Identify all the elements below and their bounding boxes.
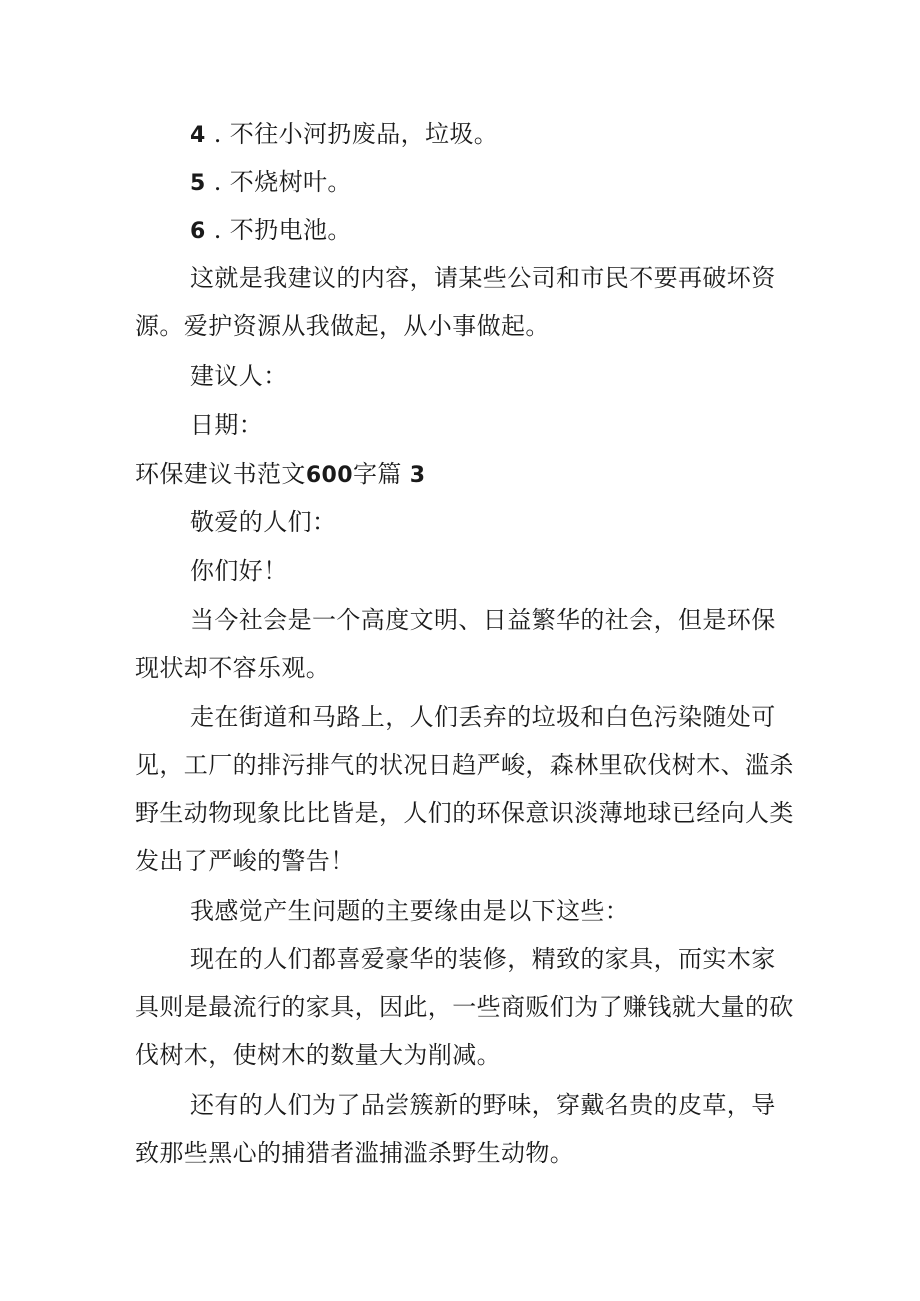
greeting-line: 你们好！ [190,557,288,585]
list-item-4 [135,110,795,160]
closing-paragraph: 这就是我建议的内容，请某些公司和市民不要再破坏资源。爱护资源从我做起，从小事做起。 [135,264,776,340]
heading-index: 3 [409,463,426,488]
proposer-line: 建议人： [190,362,288,390]
list-number: 6 [190,219,206,244]
list-item-text: . 不烧树叶。 [205,168,352,196]
paragraph-1: 当今社会是一个高度文明、日益繁华的社会，但是环保现状却不容乐观。 [135,606,776,682]
heading-prefix: 环保建议书范文 [135,460,306,488]
date-line: 日期： [190,411,264,439]
list-number: 4 [190,123,206,148]
list-item-5 [135,158,795,208]
paragraph-3: 我感觉产生问题的主要缘由是以下这些： [190,897,630,925]
section-heading [135,450,795,500]
paragraph-2: 走在街道和马路上，人们丢弃的垃圾和白色污染随处可见，工厂的排污排气的状况日趋严峻，森林里砍伐树木、滥杀野生动物现象比比皆是，人们的环保意识淡薄地球已经向人类发出了严峻的警告！ [135,703,794,875]
paragraph-4: 现在的人们都喜爱豪华的装修，精致的家具，而实木家具则是最流行的家具，因此，一些商贩们为了赚钱就大量的砍伐树木，使树木的数量大为削减。 [135,945,794,1069]
heading-count: 600 [305,463,353,488]
paragraph-5: 还有的人们为了品尝簇新的野味，穿戴名贵的皮草，导致那些黑心的捕猎者滥捕滥杀野生动物。 [135,1091,776,1167]
list-item-6 [135,206,795,256]
list-number: 5 [190,171,206,196]
list-item-text: . 不扔电池。 [205,216,352,244]
heading-mid: 字篇 [352,460,402,488]
list-item-text: . 不往小河扔废品，垃圾。 [205,120,499,148]
salutation-line: 敬爱的人们： [190,508,337,536]
